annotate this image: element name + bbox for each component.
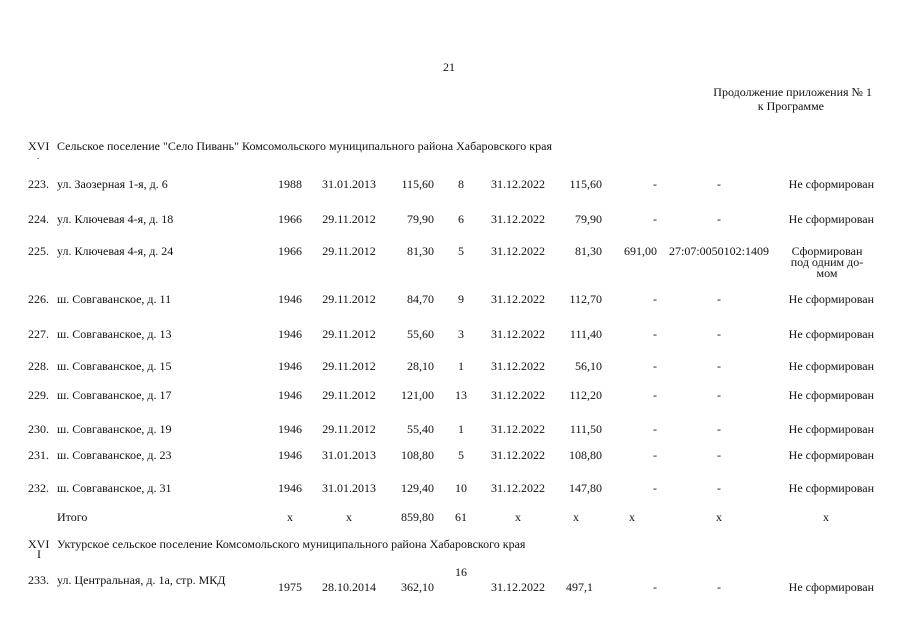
row-number: 233. (28, 573, 49, 587)
row-date-recognized: 28.10.2014 (322, 580, 376, 594)
row-number: 226. (28, 292, 49, 306)
row-year: 1946 (278, 448, 302, 462)
row-land-area: - (653, 422, 657, 436)
row-date-recognized: 29.11.2012 (322, 244, 376, 258)
row-land-area: - (653, 292, 657, 306)
row-land-area: - (653, 388, 657, 402)
row-status: Не сформирован (788, 292, 874, 306)
row-year: 1966 (278, 244, 302, 258)
row-cadastral: - (717, 580, 721, 594)
row-address: ул. Ключевая 4-я, д. 24 (57, 244, 174, 258)
row-land-area: - (653, 327, 657, 341)
row-number: 227. (28, 327, 49, 341)
row-land-area: - (653, 448, 657, 462)
row-date-recognized: 31.01.2013 (322, 177, 376, 191)
row-status: Не сформирован (788, 422, 874, 436)
row-status: Не сформирован (788, 580, 874, 594)
row-date-planned: 31.12.2022 (491, 481, 545, 495)
row-number: 229. (28, 388, 49, 402)
row-land-area: 691,00 (624, 244, 657, 258)
row-date-planned: 31.12.2022 (491, 359, 545, 373)
row-area-2: 111,40 (569, 327, 602, 341)
row-address: ш. Совгаванское, д. 17 (57, 388, 172, 402)
row-land-area: - (653, 580, 657, 594)
row-status: Не сформирован (788, 388, 874, 402)
row-area: 362,10 (401, 580, 434, 594)
row-area: 55,40 (407, 422, 434, 436)
row-area: 121,00 (401, 388, 434, 402)
row-year: 1946 (278, 481, 302, 495)
row-status: Не сформирован (788, 177, 874, 191)
row-date-recognized: 29.11.2012 (322, 212, 376, 226)
row-address: ш. Совгаванское, д. 19 (57, 422, 172, 436)
total-date-recognized: х (346, 510, 352, 524)
row-date-recognized: 29.11.2012 (322, 359, 376, 373)
section-16-title: Сельское поселение "Село Пивань" Комсомольского муниципального района Хабаровского края (57, 139, 552, 153)
row-residents: 16 (455, 565, 467, 579)
row-address: ш. Совгаванское, д. 15 (57, 359, 172, 373)
appendix-line-2: к Программе (757, 99, 824, 113)
total-cadastral: х (716, 510, 722, 524)
row-residents: 5 (458, 448, 464, 462)
row-area: 55,60 (407, 327, 434, 341)
row-cadastral: - (717, 422, 721, 436)
row-year: 1975 (278, 580, 302, 594)
row-area-2: 108,80 (569, 448, 602, 462)
row-area: 115,60 (401, 177, 434, 191)
row-area: 84,70 (407, 292, 434, 306)
row-year: 1946 (278, 388, 302, 402)
row-date-recognized: 29.11.2012 (322, 388, 376, 402)
row-date-planned: 31.12.2022 (491, 388, 545, 402)
row-year: 1988 (278, 177, 302, 191)
row-area-2: 112,20 (569, 388, 602, 402)
row-number: 232. (28, 481, 49, 495)
section-16-dot: . (37, 151, 40, 161)
row-cadastral: - (717, 359, 721, 373)
row-land-area: - (653, 481, 657, 495)
row-number: 223. (28, 177, 49, 191)
row-year: 1946 (278, 359, 302, 373)
row-area-2: 56,10 (575, 359, 602, 373)
row-area: 129,40 (401, 481, 434, 495)
row-land-area: - (653, 177, 657, 191)
row-residents: 13 (455, 388, 467, 402)
row-land-area: - (653, 359, 657, 373)
row-date-recognized: 29.11.2012 (322, 422, 376, 436)
row-address: ш. Совгаванское, д. 23 (57, 448, 172, 462)
total-label: Итого (57, 510, 88, 524)
row-address: ш. Совгаванское, д. 31 (57, 481, 172, 495)
row-date-planned: 31.12.2022 (491, 422, 545, 436)
total-year: х (287, 510, 293, 524)
row-date-planned: 31.12.2022 (491, 292, 545, 306)
row-residents: 10 (455, 481, 467, 495)
row-residents: 9 (458, 292, 464, 306)
total-residents: 61 (455, 510, 467, 524)
row-residents: 6 (458, 212, 464, 226)
row-date-recognized: 31.01.2013 (322, 448, 376, 462)
total-area-2: х (573, 510, 579, 524)
row-area-2: 112,70 (569, 292, 602, 306)
row-cadastral: - (717, 212, 721, 226)
row-number: 230. (28, 422, 49, 436)
row-address: ул. Заозерная 1-я, д. 6 (57, 177, 168, 191)
page-number: 21 (443, 60, 455, 74)
row-area-2: 497,1 (566, 580, 593, 594)
row-residents: 5 (458, 244, 464, 258)
row-year: 1946 (278, 327, 302, 341)
row-status: Не сформирован (788, 327, 874, 341)
row-date-recognized: 29.11.2012 (322, 327, 376, 341)
row-date-planned: 31.12.2022 (491, 177, 545, 191)
appendix-line-1: Продолжение приложения № 1 (713, 85, 872, 99)
row-cadastral: - (717, 292, 721, 306)
row-cadastral: - (717, 481, 721, 495)
row-residents: 1 (458, 359, 464, 373)
row-area-2: 81,30 (575, 244, 602, 258)
row-residents: 1 (458, 422, 464, 436)
row-date-planned: 31.12.2022 (491, 580, 545, 594)
section-16-number: XVI (28, 139, 50, 153)
row-date-planned: 31.12.2022 (491, 327, 545, 341)
row-status: Не сформирован (788, 448, 874, 462)
total-area: 859,80 (401, 510, 434, 524)
row-area-2: 79,90 (575, 212, 602, 226)
row-number: 225. (28, 244, 49, 258)
total-date-planned: х (515, 510, 521, 524)
row-date-recognized: 31.01.2013 (322, 481, 376, 495)
row-year: 1966 (278, 212, 302, 226)
row-date-planned: 31.12.2022 (491, 244, 545, 258)
row-status: Сформирован под одним до-мом (790, 244, 864, 280)
row-cadastral: - (717, 327, 721, 341)
row-area-2: 111,50 (569, 422, 602, 436)
row-status: Не сформирован (788, 359, 874, 373)
row-number: 228. (28, 359, 49, 373)
row-address: ш. Совгаванское, д. 13 (57, 327, 172, 341)
row-year: 1946 (278, 422, 302, 436)
row-number: 224. (28, 212, 49, 226)
total-status: х (823, 510, 829, 524)
row-cadastral: - (717, 448, 721, 462)
row-number: 231. (28, 448, 49, 462)
row-date-planned: 31.12.2022 (491, 212, 545, 226)
row-status: Не сформирован (788, 481, 874, 495)
row-area-2: 147,80 (569, 481, 602, 495)
row-land-area: - (653, 212, 657, 226)
row-cadastral: 27:07:0050102:1409 (668, 244, 769, 258)
row-cadastral: - (717, 388, 721, 402)
row-status: Не сформирован (788, 212, 874, 226)
row-address: ш. Совгаванское, д. 11 (57, 292, 172, 306)
row-area: 28,10 (407, 359, 434, 373)
row-residents: 8 (458, 177, 464, 191)
section-17-number: XVI (28, 537, 50, 551)
row-area: 79,90 (407, 212, 434, 226)
row-area: 108,80 (401, 448, 434, 462)
row-address: ул. Центральная, д. 1а, стр. МКД (57, 573, 226, 587)
row-date-recognized: 29.11.2012 (322, 292, 376, 306)
appendix-note (680, 85, 872, 113)
row-date-planned: 31.12.2022 (491, 448, 545, 462)
section-17-title: Уктурское сельское поселение Комсомольского муниципального района Хабаровского края (57, 537, 526, 551)
row-residents: 3 (458, 327, 464, 341)
row-cadastral: - (717, 177, 721, 191)
row-year: 1946 (278, 292, 302, 306)
row-area-2: 115,60 (569, 177, 602, 191)
total-land-area: х (629, 510, 635, 524)
section-17-number-cont: I (37, 547, 41, 561)
row-address: ул. Ключевая 4-я, д. 18 (57, 212, 174, 226)
row-area: 81,30 (407, 244, 434, 258)
